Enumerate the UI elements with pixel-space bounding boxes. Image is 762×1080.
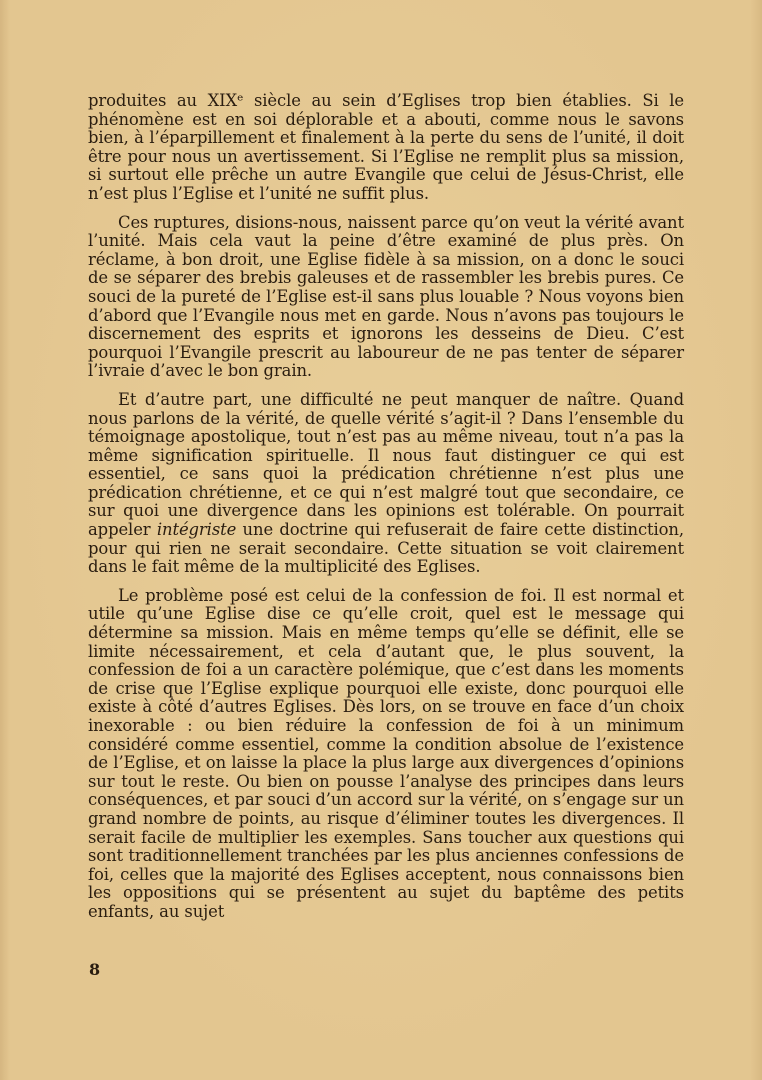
paragraph-3-text-before: Et d’autre part, une difficulté ne peut manquer de naître. Quand nous parlons de la vérité, de quelle vérité s’agit-il ? Dans l’ensemble du témoignage apostolique, tout n’est pas au même niveau, tout n’a pas la même signification spirituelle. Il nous faut distinguer ce qui est essentiel, ce sans quoi la prédication chrétienne n’est plus une prédication chrétienne, et ce qui n’est malgré tout que secondaire, ce sur quoi une divergence dans les opinions est tolérable. On pourrait appeler <box>88 389 684 540</box>
paragraph-1: produites au XIXᵉ siècle au sein d’Eglises trop bien établies. Si le phénomène est en soi déplorable et a abouti, comme nous le savons bien, à l’éparpillement et finalement à la perte du sens de l’unité, il doit être pour nous un avertissement. Si l’Eglise ne remplit plus sa mission, si surtout elle prêche un autre Evangile que celui de Jésus-Christ, elle n’est plus l’Eglise et l’unité ne suffit plus. <box>88 91 684 203</box>
paragraph-4: Le problème posé est celui de la confession de foi. Il est normal et utile qu’une Eglise dise ce qu’elle croit, quel est le message qui détermine sa mission. Mais en même temps qu’elle se définit, elle se limite nécessairement, et cela d’autant que, le plus souvent, la confession de foi a un caractère polémique, que c’est dans les moments de crise que l’Eglise explique pourquoi elle existe, donc pourquoi elle existe à côté d’autres Eglises. Dès lors, on se trouve en face d’un choix inexorable : ou bien réduire la confession de foi à un minimum considéré comme essentiel, comme la condition absolue de l’existence de l’Eglise, et on laisse la place la plus large aux divergences d’opinions sur tout le reste. Ou bien on pousse l’analyse des principes dans leurs conséquences, et par souci d’un accord sur la vérité, on s’engage sur un grand nombre de points, au risque d’éliminer toutes les divergences. Il serait facile de multiplier les exemples. Sans toucher aux questions qui sont traditionnellement tranchées par les plus anciennes confessions de foi, celles que la majorité des Eglises acceptent, nous connaissons bien les oppositions qui se présentent au sujet du baptême des petits enfants, au sujet <box>88 585 684 921</box>
page-number: 8 <box>89 960 101 979</box>
paragraph-2: Ces ruptures, disions-nous, naissent parce qu’on veut la vérité avant l’unité. Mais cela vaut la peine d’être examiné de plus près. On réclame, à bon droit, une Eglise fidèle à sa mission, on a donc le souci de se séparer des brebis galeuses et de rassembler les brebis pures. Ce souci de la pureté de l’Eglise est-il sans plus louable ? Nous voyons bien d’abord que l’Evangile nous met en garde. Nous n’avons pas toujours le discernement des esprits et ignorons les desseins de Dieu. C’est pourquoi l’Evangile prescrit au laboureur de ne pas tenter de séparer l’ivraie d’avec le bon grain. <box>88 212 684 381</box>
paragraph-3-text-after: une doctrine qui refuserait de faire cette distinction, pour qui rien ne serait secondaire. Cette situation se voit clairement dans le fait même de la multiplicité des Eglises. <box>88 520 684 577</box>
paragraph-3-emphasis: intégriste <box>156 520 237 540</box>
paragraph-3 <box>88 391 684 577</box>
body-text <box>88 92 684 932</box>
